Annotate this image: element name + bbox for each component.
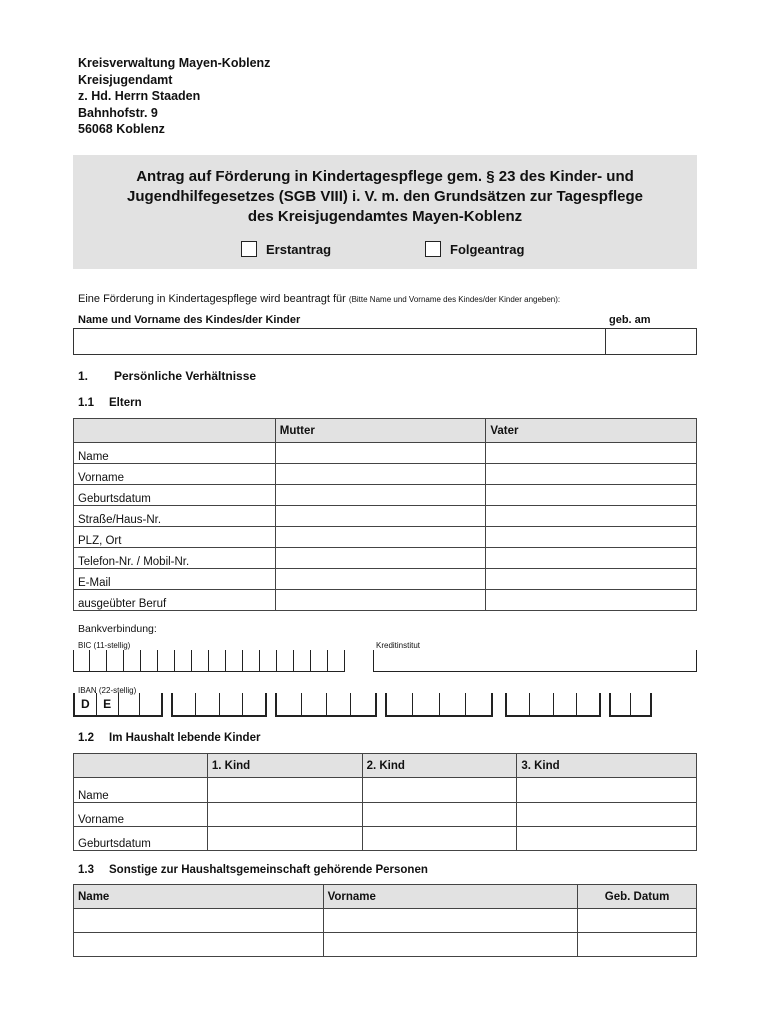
section-1-1-number: 1.1 [78,397,94,409]
section-1-number: 1. [78,369,89,383]
title-line: des Kreisjugendamtes Mayen-Koblenz [247,208,523,225]
input-cell[interactable] [275,548,486,569]
input-cell[interactable] [517,827,697,851]
recipient-address [78,55,270,138]
row-label: Name [74,443,276,464]
table-row [74,485,697,506]
bic-digit[interactable] [294,650,311,672]
children-table [73,753,697,851]
iban-group-6[interactable] [609,693,652,717]
row-label: Vorname [74,464,276,485]
table-row [74,909,697,933]
folgeantrag-label: Folgeantrag [450,241,525,257]
intro-hint: (Bitte Name und Vorname des Kindes/der Kinder angeben): [348,295,561,304]
table-row [74,527,697,548]
input-cell[interactable] [275,485,486,506]
folgeantrag-checkbox[interactable] [425,241,441,257]
input-cell[interactable] [517,803,697,827]
iban-group-2[interactable] [171,693,267,717]
erstantrag-option[interactable] [241,241,331,257]
table-row [74,464,697,485]
row-label: Straße/Haus-Nr. [74,506,276,527]
section-1-3-title: Sonstige zur Haushaltsgemeinschaft gehörende Personen [109,864,428,876]
section-1-2-number: 1.2 [78,732,94,744]
table-row [74,443,697,464]
bic-digit[interactable] [90,650,107,672]
iban-group-4[interactable] [385,693,493,717]
parents-table [73,418,697,611]
row-label: ausgeübter Beruf [74,590,276,611]
header-cell [74,754,208,778]
address-line: z. Hd. Herrn Staaden [78,89,201,103]
bank-label: Bankverbindung: [78,623,157,635]
iban-char[interactable]: E [97,693,119,715]
child-name-field[interactable] [73,328,697,355]
iban-group-3[interactable] [275,693,377,717]
bic-digit[interactable] [124,650,141,672]
input-cell[interactable] [486,527,697,548]
bic-digit[interactable] [107,650,124,672]
input-cell[interactable] [486,443,697,464]
table-header-row [74,754,697,778]
institute-label: Kreditinstitut [376,641,421,650]
header-cell [74,419,276,443]
header-cell: 2. Kind [362,754,517,778]
header-cell: 3. Kind [517,754,697,778]
row-label: E-Mail [74,569,276,590]
input-cell[interactable] [486,506,697,527]
header-cell: Vorname [323,885,578,909]
address-line: 56068 Koblenz [78,122,165,136]
form-title-box [73,155,697,269]
input-cell[interactable] [74,909,324,933]
institute-field[interactable] [373,650,697,672]
section-1-2-title: Im Haushalt lebende Kinder [109,732,261,744]
iban-label: IBAN (22-stellig) [78,686,137,695]
child-dob-label: geb. am [609,314,651,326]
erstantrag-label: Erstantrag [266,241,332,257]
input-cell[interactable] [578,909,697,933]
input-cell[interactable] [275,464,486,485]
field-divider [605,329,606,354]
input-cell[interactable] [323,909,578,933]
input-cell[interactable] [578,933,697,957]
intro-sentence: Eine Förderung in Kindertagespflege wird beantragt für [78,293,346,305]
input-cell[interactable] [207,803,362,827]
bic-digit[interactable] [158,650,175,672]
input-cell[interactable] [275,569,486,590]
table-row [74,506,697,527]
title-line: Jugendhilfegesetzes (SGB VIII) i. V. m. den Grundsätzen zur Tagespflege [127,188,643,205]
row-label: Vorname [74,803,208,827]
bic-digit[interactable] [260,650,277,672]
table-header-row [74,885,697,909]
bic-digit[interactable] [141,650,158,672]
child-name-label: Name und Vorname des Kindes/der Kinder [78,314,301,326]
iban-char[interactable] [140,693,161,715]
header-cell: Geb. Datum [578,885,697,909]
input-cell[interactable] [486,590,697,611]
bic-digit[interactable] [277,650,294,672]
input-cell[interactable] [362,778,517,803]
input-cell[interactable] [275,590,486,611]
row-label: Name [74,778,208,803]
form-title [73,167,697,227]
input-cell[interactable] [486,569,697,590]
bic-digit[interactable] [192,650,209,672]
input-cell[interactable] [207,778,362,803]
input-cell[interactable] [517,778,697,803]
input-cell[interactable] [207,827,362,851]
bic-digit[interactable] [243,650,260,672]
header-cell: Name [74,885,324,909]
section-1-1-title: Eltern [109,397,142,409]
header-cell: 1. Kind [207,754,362,778]
address-line: Kreisjugendamt [78,72,173,87]
iban-char[interactable] [119,693,141,715]
intro-text [78,293,560,305]
bic-field[interactable] [73,650,345,672]
table-row [74,778,697,803]
input-cell[interactable] [362,803,517,827]
table-row [74,590,697,611]
input-cell[interactable] [275,506,486,527]
row-label: Telefon-Nr. / Mobil-Nr. [74,548,276,569]
address-line: Kreisverwaltung Mayen-Koblenz [78,56,271,70]
input-cell[interactable] [486,464,697,485]
table-row [74,933,697,957]
section-1-title: Persönliche Verhältnisse [114,369,257,383]
input-cell[interactable] [323,933,578,957]
iban-char[interactable]: D [75,693,97,715]
table-row [74,803,697,827]
bic-digit[interactable] [226,650,243,672]
input-cell[interactable] [275,527,486,548]
header-cell: Mutter [275,419,486,443]
input-cell[interactable] [275,443,486,464]
header-cell: Vater [486,419,697,443]
folgeantrag-option[interactable] [425,241,524,257]
table-header-row [74,419,697,443]
bic-label: BIC (11-stellig) [78,641,131,650]
table-row [74,548,697,569]
bic-digit[interactable] [209,650,226,672]
household-persons-table [73,884,697,957]
table-row [74,569,697,590]
input-cell[interactable] [74,933,324,957]
erstantrag-checkbox[interactable] [241,241,257,257]
row-label: Geburtsdatum [74,827,208,851]
bic-digit[interactable] [328,650,345,672]
bic-digit[interactable] [311,650,328,672]
row-label: PLZ, Ort [74,527,276,548]
input-cell[interactable] [486,485,697,506]
row-label: Geburtsdatum [74,485,276,506]
address-line: Bahnhofstr. 9 [78,105,158,120]
input-cell[interactable] [362,827,517,851]
bic-digit[interactable] [73,650,90,672]
table-row [74,827,697,851]
section-1-3-number: 1.3 [78,864,94,876]
bic-digit[interactable] [175,650,192,672]
iban-group-1[interactable] [73,693,163,717]
title-line: Antrag auf Förderung in Kindertagespflege gem. § 23 des Kinder- und [136,168,634,185]
input-cell[interactable] [486,548,697,569]
iban-group-5[interactable] [505,693,601,717]
